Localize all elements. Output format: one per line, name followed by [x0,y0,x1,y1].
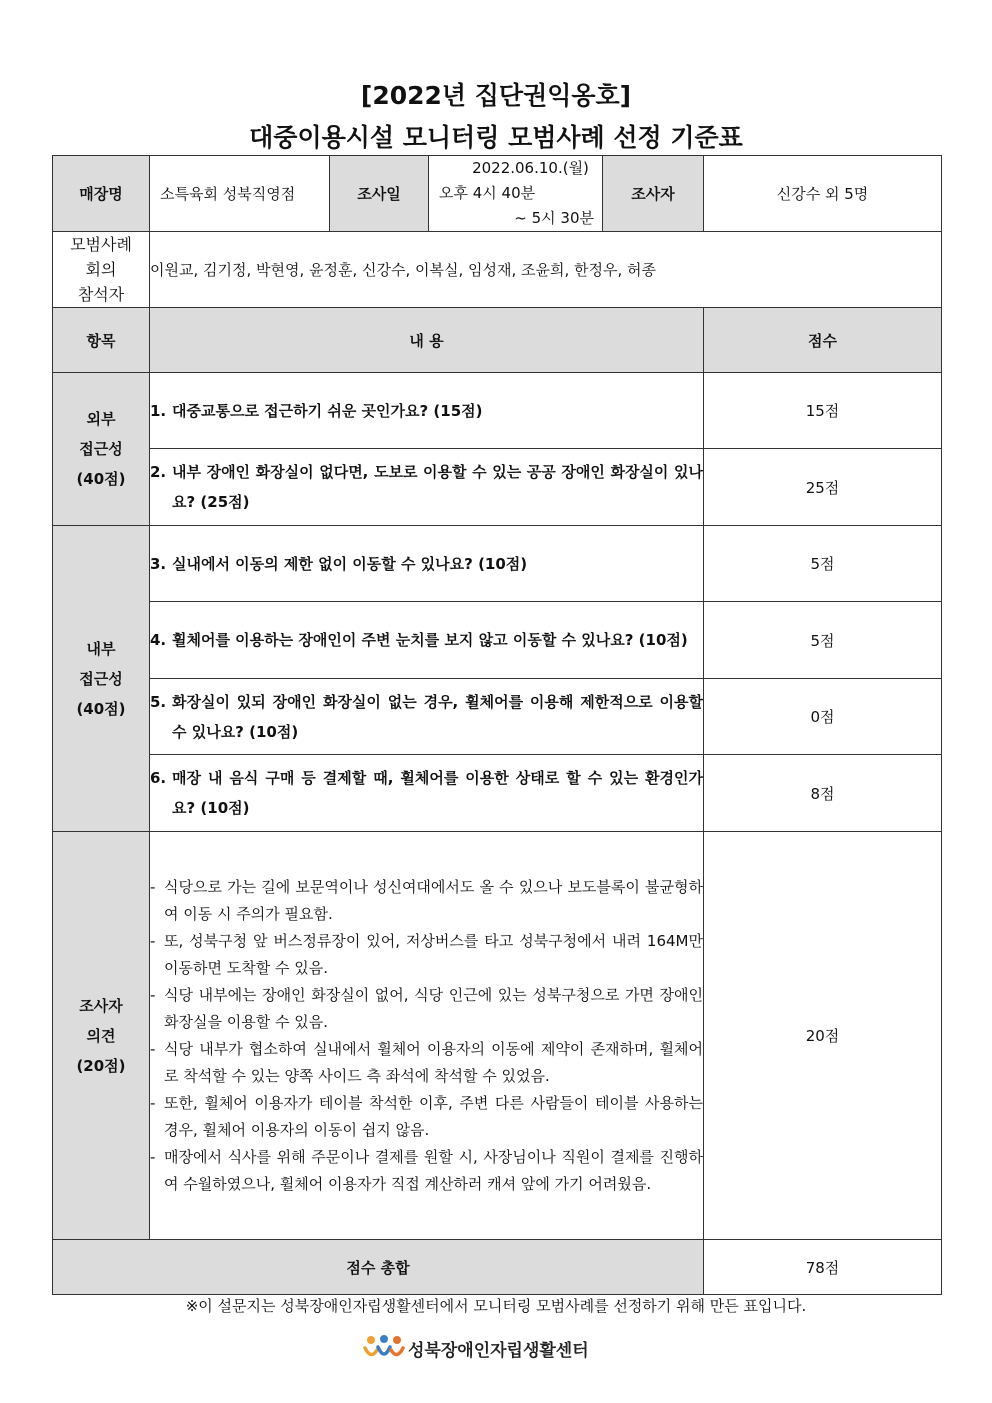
question-3 [150,526,704,602]
info-row [53,156,942,232]
document-title-line2: 대중이용시설 모니터링 모범사례 선정 기준표 [249,123,743,152]
question-row-4 [53,602,942,679]
surveyor-label: 조사자 [603,156,704,232]
header-score: 점수 [704,308,942,373]
question-1-text: 대중교통으로 접근하기 쉬운 곳인가요? (15점) [172,401,483,420]
attendees-label [53,232,150,308]
question-1 [150,373,704,449]
question-row-5 [53,679,942,755]
section-opinion-line2: 의견 [86,1026,116,1045]
section-opinion-line3: (20점) [76,1056,126,1075]
section-opinion-line1: 조사자 [79,996,123,1015]
date-label: 조사일 [330,156,429,232]
question-5-num: 5. [150,692,167,711]
question-6-num: 6. [150,769,167,787]
question-6 [150,755,704,832]
question-3-text: 실내에서 이동의 제한 없이 이동할 수 있나요? (10점) [172,554,528,573]
opinion-item: - 또, 성북구청 앞 버스정류장이 있어, 저상버스를 타고 성북구청에서 내려 164M만 이동하면 도착할 수 있음. [150,931,703,977]
question-3-num: 3. [150,554,167,573]
date-line3: ~ 5시 30분 [514,209,594,227]
question-3-score: 5점 [704,526,942,602]
total-row [53,1240,942,1295]
opinion-score: 20점 [704,832,942,1240]
question-2-score: 25점 [704,449,942,526]
opinion-item: - 매장에서 식사를 위해 주문이나 결제를 원할 시, 사장님이나 직원이 결제를 진행하여 수월하였으나, 휠체어 이용자가 직접 계산하러 캐셔 앞에 가기 어려웠음. [150,1147,703,1193]
store-value: 소특육회 성북직영점 [150,156,330,232]
opinion-item: - 또한, 휠체어 이용자가 테이블 착석한 이후, 주변 다른 사람들이 테이블 사용하는 경우, 휠체어 이용자의 이동이 쉽지 않음. [150,1093,703,1139]
attendees-label-line1: 모범사례 [70,235,132,254]
date-value [429,156,603,232]
section-opinion-label [53,832,150,1240]
question-4-text: 휠체어를 이용하는 장애인이 주변 눈치를 보지 않고 이동할 수 있나요? (10점) [172,631,688,649]
question-4-score: 5점 [704,602,942,679]
surveyor-value: 신강수 외 5명 [704,156,942,232]
question-5 [150,679,704,755]
section-external-line2: 접근성 [79,440,123,458]
question-5-score: 0점 [704,679,942,755]
question-4 [150,602,704,679]
section-internal-line3: (40점) [76,699,126,718]
org-logo-icon [362,1334,406,1362]
question-2-text: 내부 장애인 화장실이 없다면, 도보로 이용할 수 있는 공공 장애인 화장실이 있나요? (25점) [172,463,703,511]
store-label: 매장명 [53,156,150,232]
date-line2: 오후 4시 40분 [439,184,536,202]
question-1-num: 1. [150,401,167,420]
opinion-item: - 식당 내부에는 장애인 화장실이 없어, 식당 인근에 있는 성북구청으로 가면 장애인 화장실을 이용할 수 있음. [150,985,703,1031]
org-logo [362,1334,589,1362]
header-row [53,308,942,373]
header-content: 내 용 [150,308,704,373]
opinion-row [53,832,942,1240]
question-6-score: 8점 [704,755,942,832]
attendees-row [53,232,942,308]
opinion-item: - 식당 내부가 협소하여 실내에서 휠체어 이용자의 이동에 제약이 존재하며, 휠체어로 착석할 수 있는 양쪽 사이드 측 좌석에 착석할 수 있었음. [150,1039,703,1085]
question-row-3 [53,526,942,602]
section-external-label [53,373,150,526]
header-item: 항목 [53,308,150,373]
question-5-text: 화장실이 있되 장애인 화장실이 없는 경우, 휠체어를 이용해 제한적으로 이용할 수 있나요? (10점) [172,692,703,741]
attendees-label-line3: 참석자 [77,285,125,304]
question-row-1 [53,373,942,449]
document-title-line1: [2022년 집단권익옹호] [360,81,632,110]
opinion-item: - 식당으로 가는 길에 보문역이나 성신여대에서도 올 수 있으나 보도블록이 불균형하여 이동 시 주의가 필요함. [150,877,703,923]
section-external-line1: 외부 [86,410,116,428]
section-internal-line2: 접근성 [79,669,123,688]
opinion-content [150,832,704,1240]
question-2 [150,449,704,526]
footer-note: ※이 설문지는 성북장애인자립생활센터에서 모니터링 모범사례를 선정하기 위해 만든 표입니다. [185,1297,807,1315]
section-internal-line1: 내부 [86,639,116,658]
attendees-label-line2: 회의 [85,260,117,279]
attendees-value: 이원교, 김기정, 박현영, 윤정훈, 신강수, 이복실, 임성재, 조윤희, 한정우, 허종 [150,232,942,308]
section-internal-label [53,526,150,832]
total-score: 78점 [704,1240,942,1295]
question-6-text: 매장 내 음식 구매 등 결제할 때, 휠체어를 이용한 상태로 할 수 있는 환경인가요? (10점) [172,769,703,817]
section-external-line3: (40점) [76,470,126,488]
org-name: 성북장애인자립생활센터 [408,1340,589,1361]
question-row-2 [53,449,942,526]
question-2-num: 2. [150,463,167,481]
opinion-list [150,874,703,1198]
total-label: 점수 총합 [53,1240,704,1295]
criteria-table [52,155,942,1295]
question-1-score: 15점 [704,373,942,449]
question-row-6 [53,755,942,832]
question-4-num: 4. [150,631,167,649]
date-line1: 2022.06.10.(월) [472,159,589,177]
